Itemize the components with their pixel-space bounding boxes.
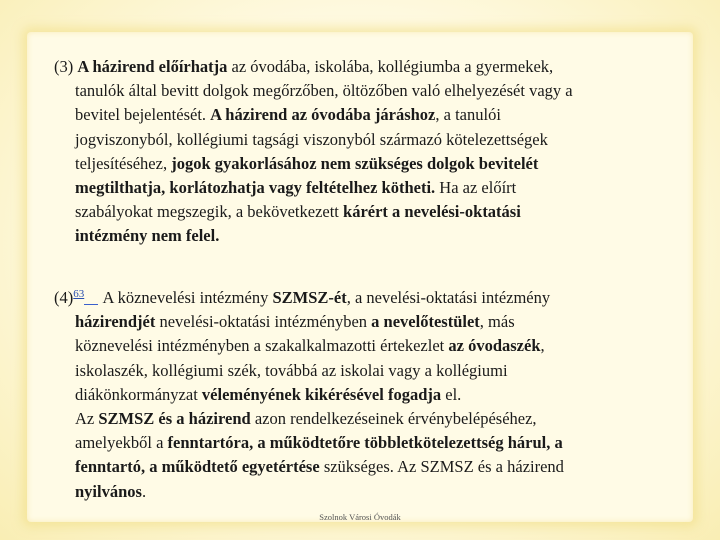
text-line [54,383,694,407]
footnote-underline [84,303,98,305]
text-line [54,152,694,176]
bold-text-run: kárért a nevelési-oktatási [343,202,521,222]
paragraph-number: (4) [54,288,74,307]
bold-text-run: nyilvános [75,481,142,501]
text-line [54,176,694,200]
text-run: el. [441,384,462,404]
text-line [54,480,694,504]
text-run: . [141,481,147,501]
bold-text-run: házirendjét [75,312,156,332]
text-line [54,455,694,479]
text-line [54,128,694,152]
text-line [54,282,694,310]
text-line [54,200,694,224]
text-run: diákönkormányzat [75,384,202,404]
bold-text-run: SZMSZ-ét [272,288,347,307]
text-run: , a tanulói [435,105,501,125]
bold-text-run: jogok gyakorlásához nem szükséges dolgok bevitelét [171,153,539,173]
bold-text-run: A házirend az óvodába járáshoz [210,105,436,125]
text-run: szabályokat megszegik, a bekövetkezett [75,202,344,222]
bold-text-run: intézmény nem felel. [75,226,220,246]
text-run: tanulók által bevitt dolgok megőrzőben, öltözőben való elhelyezését vagy a [75,81,573,101]
text-run: , a nevelési-oktatási intézmény [346,288,551,307]
text-run: Ha az előírt [435,178,517,198]
text-run: bevitel bejelentését. [75,105,211,125]
text-run: szükséges. Az SZMSZ és a házirend [319,457,564,477]
bold-text-run: fenntartóra, a működtetőre többletkötelezettség hárul, a [167,433,563,453]
bold-text-run: megtilthatja, korlátozhatja vagy feltételhez kötheti. [75,178,436,198]
bold-text-run: véleményének kikérésével fogadja [201,384,442,404]
text-run: Az [75,409,99,429]
text-run: az óvodába, iskolába, kollégiumba a gyermekek, [227,57,554,76]
text-run: (3) [54,57,78,76]
paragraph-4 [54,282,694,504]
text-line [54,359,694,383]
bold-text-run: SZMSZ és a házirend [98,409,251,429]
footer-text: Szolnok Városi Óvodák [319,512,401,522]
text-line [54,55,694,79]
text-line [54,103,694,127]
text-line [54,79,694,103]
text-line [54,334,694,358]
bold-text-run: a nevelőtestület [371,312,480,332]
text-run: teljesítéséhez, [75,153,172,173]
text-run: A köznevelési intézmény [99,288,273,307]
text-run: nevelési-oktatási intézményben [155,312,372,332]
text-run: , más [479,312,515,332]
text-line [54,310,694,334]
text-run: köznevelési intézményben a szakalkalmazotti értekezlet [75,336,449,356]
text-run: iskolaszék, kollégiumi szék, továbbá az iskolai vagy a kollégiumi [75,360,508,380]
text-run: jogviszonyból, kollégiumi tagsági viszonyból származó kötelezettségek [75,129,548,149]
text-run: azon rendelkezéseinek érvénybelépéséhez, [250,409,537,429]
bold-text-run: fenntartó, a működtető egyetértése [75,457,320,477]
text-line [54,431,694,455]
bold-text-run: A házirend előírhatja [77,57,228,76]
text-line [54,224,694,248]
text-run: amelyekből a [75,433,168,453]
bold-text-run: az óvodaszék [448,336,541,356]
paragraph-3 [54,55,694,249]
text-line [54,407,694,431]
footnote-link[interactable]: 63 [73,288,85,300]
text-run: , [540,336,545,356]
